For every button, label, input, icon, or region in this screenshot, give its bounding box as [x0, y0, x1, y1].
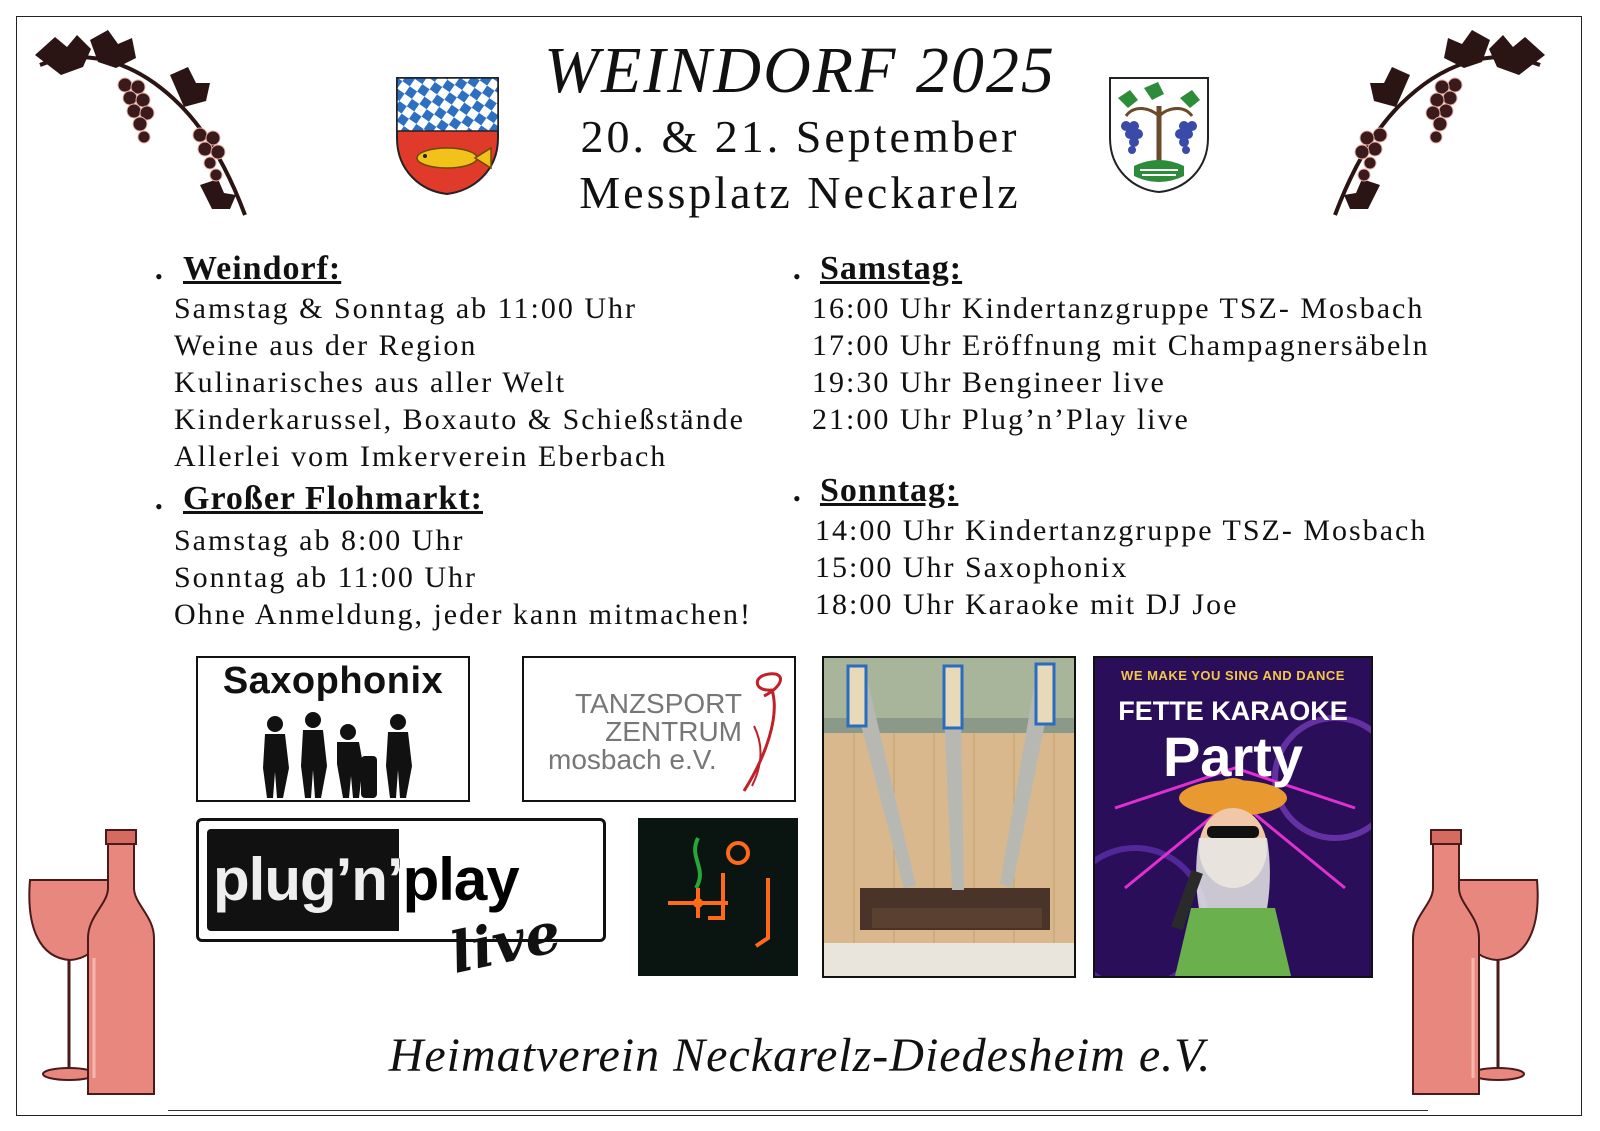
neon-figure-icon: [638, 818, 798, 976]
tanzsport-zentrum-logo: [522, 656, 796, 802]
sonntag-list: [815, 512, 1427, 623]
weindorf-list: [174, 290, 745, 475]
list-item: 18:00 Uhr Karaoke mit DJ Joe: [815, 588, 1239, 621]
samstag-list: [812, 290, 1430, 438]
plugnplay-live-text: live: [444, 899, 567, 987]
event-location: Messplatz Neckarelz: [579, 167, 1021, 218]
karaoke-party-text: Party: [1162, 725, 1304, 788]
karaoke-tagline: WE MAKE YOU SING AND DANCE: [1121, 668, 1345, 683]
bengineer-logo: [638, 818, 798, 976]
karaoke-title: FETTE KARAOKE: [1118, 696, 1348, 726]
zentrum-line: ZENTRUM: [605, 716, 742, 747]
list-item: 19:30 Uhr Bengineer live: [812, 366, 1166, 399]
flohmarkt-heading: Großer Flohmarkt:: [183, 480, 483, 517]
mosbach-line: mosbach e.V.: [548, 744, 717, 775]
dancer-swirl-icon: [714, 666, 794, 796]
samstag-heading: Samstag:: [820, 250, 963, 287]
list-item: Kulinarisches aus aller Welt: [174, 366, 567, 399]
list-item: Ohne Anmeldung, jeder kann mitmachen!: [174, 598, 753, 631]
list-item: 15:00 Uhr Saxophonix: [815, 551, 1129, 584]
tanzsport-line: TANZSPORT: [575, 688, 742, 719]
saxophonix-logo: [196, 656, 470, 802]
list-item: 14:00 Uhr Kindertanzgruppe TSZ- Mosbach: [815, 514, 1428, 547]
bottom-divider: [168, 1110, 1428, 1111]
band-silhouette-icon: [253, 710, 423, 800]
saber-stand-icon: [824, 658, 1074, 976]
list-item: Sonntag ab 11:00 Uhr: [174, 561, 478, 594]
event-date: 20. & 21. September: [580, 111, 1020, 162]
bullet-icon: •: [155, 494, 163, 519]
list-item: Allerlei vom Imkerverein Eberbach: [174, 440, 668, 473]
list-item: 16:00 Uhr Kindertanzgruppe TSZ- Mosbach: [812, 292, 1425, 325]
event-title: WEINDORF 2025: [544, 34, 1056, 107]
list-item: Samstag ab 8:00 Uhr: [174, 524, 465, 557]
list-item: Kinderkarussel, Boxauto & Schießstände: [174, 403, 745, 436]
flohmarkt-list: [174, 522, 752, 633]
bullet-icon: •: [793, 264, 801, 289]
bullet-icon: •: [155, 264, 163, 289]
saxophonix-logo-text: Saxophonix: [222, 660, 444, 702]
karaoke-party-poster: [1093, 656, 1373, 978]
bullet-icon: •: [793, 486, 801, 511]
weindorf-heading: Weindorf:: [183, 250, 342, 287]
organizer-footer: Heimatverein Neckarelz-Diedesheim e.V.: [388, 1029, 1212, 1082]
champagne-saber-stand-photo: [822, 656, 1076, 978]
list-item: 17:00 Uhr Eröffnung mit Champagnersäbeln: [812, 329, 1430, 362]
list-item: Weine aus der Region: [174, 329, 478, 362]
sonntag-heading: Sonntag:: [820, 472, 959, 509]
list-item: Samstag & Sonntag ab 11:00 Uhr: [174, 292, 638, 325]
list-item: 21:00 Uhr Plug’n’Play live: [812, 403, 1190, 436]
plugnplay-logo-text: plug’n’play: [213, 846, 519, 913]
